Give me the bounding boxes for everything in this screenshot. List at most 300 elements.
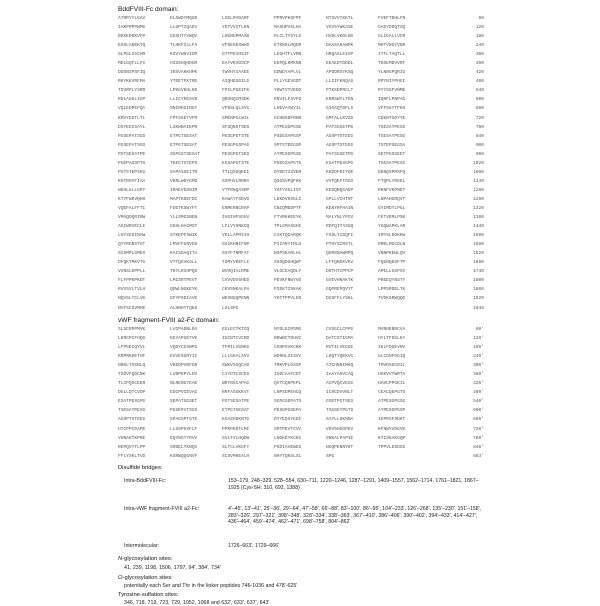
sequence-chunk: LSKNNAIEPR bbox=[170, 124, 198, 130]
sequence-position-number: 1320 bbox=[473, 205, 484, 211]
sequence-chunk: PGTSESATPE bbox=[222, 399, 250, 405]
sequence-chunk: EGSLAKEKTQ bbox=[118, 43, 146, 49]
sequence-chunk: SSYFTNMFAT bbox=[222, 251, 250, 257]
sequence-chunk: VMAQDQRIRW bbox=[118, 215, 146, 221]
sequence-chunk: RNVILFSVFD bbox=[274, 97, 302, 103]
sequence-chunk: VDLLAPMIIH bbox=[222, 233, 250, 239]
vwf-sequence-line bbox=[118, 443, 484, 452]
sequence-chunk: LKENGPMASD bbox=[222, 34, 250, 40]
sequence-position-number: 1800 bbox=[473, 278, 484, 284]
sequence-position-number: 420' bbox=[473, 381, 484, 387]
sequence-chunk: ICHCDVVNLT bbox=[326, 390, 354, 396]
sequence-chunk: GTTPEVHSIF bbox=[222, 52, 250, 58]
sequence-chunk: SWKVSSQCAD bbox=[222, 363, 250, 369]
sequence-chunk: HGKVVTWRTA bbox=[378, 372, 406, 378]
sequence-chunk: VQEFALFFTI bbox=[118, 205, 146, 211]
sequence-chunk: DELLQTCVDP bbox=[118, 390, 146, 396]
vwf-sequence-line bbox=[118, 343, 484, 352]
sequence-chunk: LLIIFKNQAS bbox=[326, 79, 354, 85]
bdd-sequence-line bbox=[118, 141, 484, 150]
sequence-chunk: PEVKFNWYVD bbox=[274, 278, 302, 284]
sequence-chunk: DDDNSPSFIQ bbox=[118, 70, 146, 76]
sequence-position-number: 360 bbox=[475, 61, 484, 67]
sequence-chunk: FQGNQDSFTP bbox=[378, 260, 406, 266]
sequence-chunk: ELSWDYMQSD bbox=[170, 16, 198, 21]
tyrosine-sulfation-value: 346, 718, 719, 723, 729, 1052, 1068 and 632', 633', 637', 643' bbox=[124, 600, 270, 606]
sequence-chunk: ATPESGPGSE bbox=[274, 124, 302, 130]
sequence-position-number: 180 bbox=[475, 34, 484, 40]
sequence-position-number: 60 bbox=[478, 16, 484, 21]
sequence-chunk: HVDLVKDLNS bbox=[326, 34, 354, 40]
sequence-chunk: YLLSMGSNEN bbox=[170, 215, 198, 221]
sequence-chunk: EGSAPGTSTE bbox=[222, 160, 250, 166]
sequence-chunk: ENRSWYLTEN bbox=[326, 97, 354, 103]
sequence-chunk: DENQSPRSFQ bbox=[378, 169, 406, 175]
sequence-chunk: TRYLRIHPQS bbox=[170, 269, 198, 275]
bdd-sequence-line bbox=[118, 50, 484, 59]
sequence-chunk: IAAYAHVCAQ bbox=[326, 372, 354, 378]
sequence-chunk: VDVSHEDPEV bbox=[326, 426, 354, 432]
sequence-chunk: EAYVKVDSCP bbox=[222, 61, 250, 67]
sequence-chunk: LHEVAYWYIL bbox=[274, 106, 302, 112]
o-glycosylation-header bbox=[118, 575, 173, 581]
sequence-chunk: RDFQITASGQ bbox=[326, 224, 354, 230]
sequence-position-number: 960 bbox=[475, 151, 484, 157]
bdd-sequence-line bbox=[118, 168, 484, 177]
sequence-chunk: SRDELTKNQV bbox=[170, 444, 198, 450]
n-glyc-italic: N bbox=[118, 556, 123, 562]
sequence-position-number: 540' bbox=[473, 399, 484, 405]
sequence-chunk: NQVSLTCLVK bbox=[118, 296, 146, 302]
vwf-sequence-block bbox=[118, 325, 484, 461]
sequence-chunk: TPLGMASGHI bbox=[274, 224, 302, 230]
sequence-chunk: SLTCLVKGFY bbox=[222, 444, 250, 450]
sequence-chunk: WSPSKARLHL bbox=[274, 251, 302, 257]
sequence-chunk: GAEYDDQTSQ bbox=[378, 25, 406, 31]
sequence-chunk: VNNPKEWLQV bbox=[378, 251, 406, 257]
sequence-chunk: QVTCQHPEPL bbox=[274, 381, 302, 387]
sequence-position-number: 1740 bbox=[473, 269, 484, 275]
vwf-sequence-line bbox=[118, 434, 484, 443]
bdd-sequence-line bbox=[118, 68, 484, 77]
sequence-chunk: QDWLNGKEYK bbox=[170, 287, 198, 293]
sequence-chunk: HTCPPCPAPE bbox=[118, 426, 146, 432]
sequence-chunk: NHYTQKSLSL bbox=[274, 453, 302, 459]
sequence-chunk: PGSEPATSGS bbox=[170, 408, 198, 414]
bdd-sequence-line bbox=[118, 213, 484, 222]
sequence-chunk: LMVFFGNVDS bbox=[170, 242, 198, 248]
bdd-sequence-line bbox=[118, 204, 484, 213]
sequence-chunk: ATCHNNIMKQ bbox=[326, 363, 354, 369]
sequence-position-number: 1080 bbox=[473, 169, 484, 175]
sequence-chunk: DYDDTISVEM bbox=[274, 169, 302, 175]
sequence-chunk: MVRHENRCVA bbox=[378, 327, 406, 332]
sequence-position-number: 480' bbox=[473, 390, 484, 396]
sequence-chunk: LSLSPG bbox=[222, 305, 239, 311]
sequence-chunk: FPFSGETVFM bbox=[170, 115, 198, 121]
sequence-chunk: AIQHESGILG bbox=[222, 79, 250, 85]
n-glycosylation-value: 41, 239, 1198, 1506, 1797, 94', 384', 734' bbox=[124, 565, 221, 571]
sequence-chunk: TMVDSSCRIL bbox=[378, 363, 406, 369]
sequence-chunk: SGPGSTSESAT bbox=[170, 151, 201, 157]
sequence-chunk: GGSHTYVWQV bbox=[170, 34, 198, 40]
sequence-chunk: IRAEVEDNIM bbox=[170, 187, 198, 193]
vwf-sequence-line bbox=[118, 452, 484, 461]
sequence-chunk: PSEGSAPGSP bbox=[274, 133, 302, 139]
bdd-sequence-line bbox=[118, 23, 484, 32]
sequence-chunk: PIIARYIRLH bbox=[274, 242, 302, 248]
sequence-chunk: LPPSRDELTK bbox=[378, 287, 406, 293]
sequence-position-number: 1560 bbox=[473, 242, 484, 248]
sequence-chunk: LVDPEPYLDV bbox=[170, 372, 198, 378]
sequence-position-number: 720' bbox=[473, 426, 484, 432]
sequence-position-number: 420 bbox=[475, 70, 484, 76]
sequence-chunk: VERLWDYGMS bbox=[170, 178, 198, 184]
sequence-chunk: GSETPGTSES bbox=[326, 399, 354, 405]
sequence-chunk: IMYSLDGKKW bbox=[378, 233, 406, 239]
sequence-chunk: IAKPRPPWMG bbox=[118, 25, 146, 31]
sequence-chunk: TRKVPLDSSP bbox=[274, 363, 302, 369]
sequence-position-number: 1500 bbox=[473, 233, 484, 239]
sequence-chunk: VGVSYWKASE bbox=[326, 25, 354, 31]
sequence-chunk: SVLTVLHQDW bbox=[222, 435, 250, 441]
bdd-sequence-line bbox=[118, 258, 484, 267]
sequence-chunk: GVEVHNAKTK bbox=[326, 278, 354, 284]
bdd-sequence-line bbox=[118, 294, 484, 303]
sequence-chunk: VFDSLQLSVC bbox=[222, 106, 250, 112]
sequence-chunk: YKTTPPVLDS bbox=[274, 296, 302, 302]
sequence-chunk: DGSFFLYSKL bbox=[326, 296, 354, 302]
sequence-chunk: LEGHTFLVRN bbox=[274, 52, 302, 58]
sequence-chunk: TSESATPESG bbox=[378, 133, 406, 139]
sequence-chunk: PREEQYNSTY bbox=[378, 278, 406, 284]
bdd-sequence-line bbox=[118, 186, 484, 195]
sequence-chunk: IELFDGEVNV bbox=[378, 345, 406, 351]
sequence-chunk: YSFYSSLISY bbox=[274, 187, 302, 193]
sequence-chunk: FVEFTDHLFN bbox=[378, 16, 406, 21]
sequence-chunk: QTYRGNSTGT bbox=[118, 242, 146, 248]
sequence-chunk: SAPASSEITR bbox=[170, 169, 198, 175]
sequence-chunk: LNGKEYKCKV bbox=[274, 435, 302, 441]
bdd-sequence-line bbox=[118, 77, 484, 86]
sequence-chunk: IRSVAKKHPK bbox=[170, 70, 198, 76]
sequence-chunk: RPYNIYPHGI bbox=[378, 79, 406, 85]
bdd-sequence-line bbox=[118, 86, 484, 95]
sequence-chunk: NVFSCSVMHE bbox=[118, 305, 146, 311]
o-glyc-italic: O bbox=[118, 575, 123, 581]
sequence-chunk: HYLTFDGLKY bbox=[378, 336, 406, 342]
sequence-chunk: ETKNSLMQDR bbox=[274, 43, 302, 49]
sequence-position-number: 240 bbox=[475, 43, 484, 49]
sequence-chunk: ETPGTSESAT bbox=[170, 142, 198, 148]
sequence-chunk: VVNSLDPPLL bbox=[118, 269, 146, 275]
sequence-chunk: LMISRTPEVT bbox=[170, 278, 198, 284]
sequence-chunk: LKQTYQEKVC bbox=[326, 354, 354, 360]
sequence-chunk: KTISKAKGQP bbox=[378, 435, 406, 441]
sequence-chunk: NLRENGYEAE bbox=[170, 381, 198, 387]
sequence-chunk: TFRILVGNKG bbox=[222, 345, 250, 351]
sequence-chunk: PATSGSETPG bbox=[326, 124, 354, 130]
sequence-chunk: NGQPENNYKT bbox=[326, 444, 354, 450]
sequence-chunk: RKNFVKPNET bbox=[378, 187, 406, 193]
sequence-chunk: GYIMDTLPGL bbox=[378, 205, 406, 211]
sequence-chunk: PLCLTYSYLS bbox=[274, 34, 302, 40]
bdd-sequence-line bbox=[118, 114, 484, 123]
n-glycosylation-header bbox=[118, 556, 172, 562]
sequence-chunk: NTSVVYKKTL bbox=[326, 16, 354, 21]
sequence-chunk: RKYKKVRFMA bbox=[118, 79, 146, 85]
bdd-sequence-line bbox=[118, 14, 484, 23]
intermolecular-label: Intermolecular: bbox=[124, 543, 160, 549]
sequence-chunk: GLCGNFDGIQ bbox=[378, 354, 406, 360]
sequence-chunk: LVCPADNLRA bbox=[170, 327, 198, 332]
sequence-chunk: SFSQNSTSES bbox=[222, 124, 250, 130]
sequence-chunk: CKVSNKALPA bbox=[222, 287, 250, 293]
sequence-chunk: LERCPCFHQG bbox=[118, 336, 146, 342]
sequence-position-number: 240' bbox=[473, 354, 484, 360]
bdd-sequence-block bbox=[118, 14, 484, 313]
sequence-chunk: AGSPTSTEEG bbox=[326, 142, 354, 148]
bdd-sequence-line bbox=[118, 267, 484, 276]
sequence-chunk: TSMYVKEFLI bbox=[222, 260, 250, 266]
sequence-chunk: ATPESGPGSP bbox=[378, 408, 406, 414]
sequence-position-number: 840 bbox=[475, 133, 484, 139]
sequence-chunk: GMTALLKVSS bbox=[326, 115, 354, 121]
sequence-chunk: EQYNSTYRVV bbox=[170, 435, 198, 441]
sequence-chunk: PGTSESATPE bbox=[118, 151, 146, 157]
bdd-sequence-line bbox=[118, 177, 484, 186]
sequence-position-number: 1946 bbox=[473, 305, 484, 311]
sequence-chunk: FSSLYISQFI bbox=[326, 233, 354, 239]
sequence-chunk: TDVRPLYSRR bbox=[118, 88, 146, 94]
sequence-chunk: EEPQLRMKNN bbox=[274, 61, 302, 67]
bdd-sequence-line bbox=[118, 123, 484, 132]
sequence-chunk: FTVRKKEEYK bbox=[274, 215, 302, 221]
vwf-sequence-line bbox=[118, 334, 484, 343]
sequence-chunk: ATPESGPGSE bbox=[274, 151, 302, 157]
sequence-chunk: TLHKFILLFA bbox=[170, 43, 198, 49]
sequence-chunk: QRGNQIMSDK bbox=[222, 97, 250, 103]
sequence-chunk: SCSVMHEALH bbox=[222, 453, 250, 459]
sequence-chunk: YKWTVTVEDG bbox=[274, 88, 302, 94]
bdd-sequence-line bbox=[118, 240, 484, 249]
vwf-sequence-line bbox=[118, 370, 484, 379]
sequence-chunk: SCSMPLGMES bbox=[118, 251, 146, 257]
sequence-chunk: PSEGSAPGTS bbox=[274, 160, 302, 166]
sequence-position-number: 600 bbox=[475, 97, 484, 103]
sequence-chunk: PLLYGEVGDT bbox=[274, 79, 302, 85]
bdd-sequence-line bbox=[118, 249, 484, 258]
sequence-chunk: EGLECTKTCQ bbox=[222, 327, 250, 332]
bdd-sequence-line bbox=[118, 276, 484, 285]
n-glyc-header-rest: -glycosylation sites: bbox=[122, 556, 173, 562]
sequence-chunk: MHTVNGYVNR bbox=[378, 43, 406, 49]
sequence-chunk: MAPTKDEFDC bbox=[170, 196, 198, 202]
sequence-chunk: QGRSNAWRPQ bbox=[326, 251, 354, 257]
sequence-chunk: KFNWYVDGVE bbox=[378, 426, 406, 432]
sequence-chunk: LFFQNGKVKV bbox=[326, 260, 354, 266]
sequence-position-number: 300' bbox=[473, 363, 484, 369]
bdd-sequence-line bbox=[118, 231, 484, 240]
sequence-chunk: KENYRFHAIN bbox=[326, 205, 354, 211]
sequence-chunk: VEEDPVDFGN bbox=[170, 363, 198, 369]
bdd-sequence-line bbox=[118, 150, 484, 159]
sequence-chunk: LLICYKESVD bbox=[170, 97, 198, 103]
intra-vwf-value: 4'–45', 13'–41', 25'–36', 29'–64', 47'–58', 66'–88', 83'–100', 86'–95', 104'–233', 126'–268', 135'–230', 151'–158', 283'–326', 297'–321', 308'–348', 328'–334', 338'–363', 367'–410', 386'–406', 390'–402', 394'–433', 414'–427', 436'–464', 459'–474', 462'–471', 698'–758', 804'–862' bbox=[228, 506, 482, 526]
sequence-position-number: 780 bbox=[475, 124, 484, 130]
sequence-chunk: TLCPQSCEER bbox=[118, 381, 146, 387]
sequence-chunk: AGSPTSTEEG bbox=[118, 417, 146, 423]
sequence-chunk: PGSEPATSGS bbox=[118, 142, 146, 148]
vwf-sequence-line bbox=[118, 397, 484, 406]
sequence-chunk: TSTEPSEGSA bbox=[378, 142, 406, 148]
sequence-position-number: 1380 bbox=[473, 215, 484, 221]
sequence-chunk: RYYSSFVNME bbox=[378, 88, 406, 94]
bdd-sequence-line bbox=[118, 132, 484, 141]
sequence-chunk: WRYNSCAPAC bbox=[222, 381, 250, 387]
sequence-chunk: NNDLTSSNLQ bbox=[118, 363, 146, 369]
sequence-position-number: 1200 bbox=[473, 187, 484, 193]
sequence-chunk: SPTSTEEGSP bbox=[274, 142, 302, 148]
sequence-chunk: GFYPSDIAVE bbox=[170, 296, 198, 302]
sequence-chunk: ITFLTAQTLL bbox=[378, 52, 406, 58]
sequence-chunk: FFLYSKLTVD bbox=[118, 453, 146, 459]
bdd-sequence-line bbox=[118, 304, 484, 313]
sequence-position-number: 600' bbox=[473, 408, 484, 414]
sequence-chunk: YLNNGPQRIG bbox=[378, 70, 406, 76]
sequence-chunk: PESGPGTSTE bbox=[222, 133, 250, 139]
vwf-section-title: vWF fragment-FVIII a2-Fc domain: bbox=[118, 317, 220, 324]
sequence-chunk: SSPHVLRNRA bbox=[222, 178, 250, 184]
sequence-chunk: LLGPTIQAEV bbox=[170, 25, 198, 31]
sequence-chunk: TEEGTSTEPS bbox=[170, 160, 198, 166]
sequence-chunk: TDSEMDVVRF bbox=[378, 61, 406, 67]
sequence-chunk: PTHYSIRSTL bbox=[326, 242, 354, 248]
sequence-chunk: TSESATPESG bbox=[378, 124, 406, 130]
sequence-position-number: 180' bbox=[473, 345, 484, 351]
sequence-chunk: FLFPPKPKDT bbox=[118, 278, 146, 284]
sequence-chunk: DSYEDISAYL bbox=[118, 124, 146, 130]
sequence-position-number: 360' bbox=[473, 372, 484, 378]
sequence-chunk: KEYAPGETVK bbox=[170, 336, 198, 342]
sequence-chunk: ACPVQCVEGC bbox=[326, 381, 354, 387]
sequence-chunk: CVVVDVSHED bbox=[222, 278, 250, 284]
sequence-position-number: 1260 bbox=[473, 196, 484, 202]
sequence-position-number: 540 bbox=[475, 88, 484, 94]
disulfide-header: Disulfide bridges: bbox=[118, 465, 163, 471]
sequence-position-number: 60' bbox=[475, 327, 484, 332]
sequence-chunk: PSDIAVEWES bbox=[274, 444, 302, 450]
sequence-chunk: DAASARAWPK bbox=[326, 43, 354, 49]
sequence-chunk: FETVEMLPSK bbox=[378, 215, 406, 221]
sequence-chunk: GLIGALLVCR bbox=[378, 34, 406, 40]
bdd-sequence-line bbox=[118, 95, 484, 104]
sequence-chunk: HAHCPPGKIL bbox=[378, 381, 406, 387]
sequence-chunk: PIEKTISKAK bbox=[274, 287, 302, 293]
sequence-position-number: 1140 bbox=[473, 178, 484, 184]
sequence-position-number: 120' bbox=[473, 336, 484, 342]
sequence-chunk: RMELMGCDLN bbox=[378, 242, 406, 248]
bdd-section-title: BddFVIII-Fc domain: bbox=[118, 6, 179, 13]
sequence-chunk: SLPGLIGCHR bbox=[118, 52, 146, 58]
sequence-chunk: FDETKSWYFT bbox=[170, 205, 198, 211]
vwf-sequence-line bbox=[118, 425, 484, 434]
sequence-chunk: KMVYEDTLTL bbox=[118, 115, 146, 121]
sequence-chunk: NYDLECMSMG bbox=[274, 327, 302, 332]
sequence-chunk: VVFQEFTDGS bbox=[326, 178, 354, 184]
sequence-chunk: HRQASLEISP bbox=[326, 52, 354, 58]
sequence-chunk: EGASSDKNTG bbox=[222, 417, 250, 423]
bdd-sequence-line bbox=[118, 195, 484, 204]
sequence-chunk: KAWAYFSDVD bbox=[222, 196, 250, 202]
sequence-chunk: KKEDFDIYDE bbox=[326, 169, 354, 175]
sequence-chunk: PGTSTEPSEG bbox=[118, 169, 146, 175]
sequence-position-number: 660' bbox=[473, 417, 484, 423]
sequence-chunk: RKWNCTDHVC bbox=[274, 336, 302, 342]
sequence-chunk: ATPESGPGSG bbox=[378, 399, 406, 405]
sequence-chunk: LLLGKALSVV bbox=[222, 354, 250, 360]
sequence-chunk: CSHPSVKCKK bbox=[274, 345, 302, 351]
sequence-chunk: GPLLVCHTNT bbox=[326, 196, 354, 202]
vwf-sequence-line bbox=[118, 379, 484, 388]
sequence-chunk: TWVHYIAAEE bbox=[222, 70, 250, 76]
sequence-chunk: SEPATSGSET bbox=[170, 399, 198, 405]
sequence-chunk: AGIWRVECLI bbox=[118, 224, 146, 230]
sequence-chunk: SPG bbox=[326, 453, 335, 459]
sequence-chunk: SNIMHSINGY bbox=[170, 106, 198, 112]
sequence-chunk: LFLVYSNKCQ bbox=[222, 224, 250, 230]
sequence-chunk: TSDVFQDCNK bbox=[118, 372, 146, 378]
sequence-chunk: ENMERNCRAP bbox=[222, 205, 250, 211]
sequence-position-number: 1620 bbox=[473, 251, 484, 257]
sequence-chunk: EEAEDYDDDL bbox=[326, 61, 354, 67]
sequence-chunk: WESNGQPENN bbox=[222, 296, 250, 302]
sequence-chunk: DKTHTCPPCP bbox=[326, 269, 354, 275]
sequence-chunk: HISSHQHDGM bbox=[170, 61, 198, 67]
bdd-sequence-line bbox=[118, 59, 484, 68]
sequence-chunk: PPKPKDTLMI bbox=[222, 426, 250, 432]
sequence-chunk: IQRFLPNPAG bbox=[378, 97, 406, 103]
sequence-chunk: DATCSTIGMA bbox=[326, 336, 354, 342]
sequence-chunk: RVTILVEGGE bbox=[326, 345, 354, 351]
sequence-chunk: RVVSVLTVLH bbox=[118, 287, 146, 293]
bdd-sequence-line bbox=[118, 285, 484, 294]
sequence-chunk: SETPGSGEET bbox=[378, 151, 406, 157]
sequence-chunk: IEPRSFSDKT bbox=[378, 417, 406, 423]
sequence-chunk: KKTRHYFIAA bbox=[118, 178, 146, 184]
sequence-chunk: PATSGSETPG bbox=[326, 151, 354, 157]
sequence-chunk: KAISDAQITA bbox=[170, 251, 198, 257]
sequence-chunk: MDLGQFLLFC bbox=[118, 61, 146, 67]
sequence-chunk: APDDRSYKSQ bbox=[326, 70, 354, 76]
sequence-position-number: 840' bbox=[473, 444, 484, 450]
bdd-sequence-line bbox=[118, 32, 484, 41]
sequence-chunk: LPKGVKHLKD bbox=[170, 88, 198, 94]
sequence-chunk: GCHNSDFRNR bbox=[274, 115, 302, 121]
sequence-chunk: FPILPGEIFK bbox=[222, 88, 250, 94]
sequence-chunk: KSVYWHVIGM bbox=[170, 52, 198, 58]
sequence-chunk: IHSIHFSGHV bbox=[222, 215, 250, 221]
sequence-position-number: 883' bbox=[473, 453, 484, 459]
sequence-chunk: APELLGGPSV bbox=[378, 269, 406, 275]
sequence-chunk: YDTVVITLKN bbox=[222, 25, 250, 31]
sequence-chunk: ALHNHYTQKS bbox=[170, 305, 198, 311]
sequence-chunk: LNPSDPEHCQ bbox=[274, 390, 302, 396]
sequence-chunk: RRFASGKKVT bbox=[222, 390, 250, 396]
sequence-position-number: 900 bbox=[475, 142, 484, 148]
sequence-position-number: 1680 bbox=[473, 260, 484, 266]
tyrosine-sulfation-header: Tyrosine-sulfation sites: bbox=[118, 592, 179, 598]
